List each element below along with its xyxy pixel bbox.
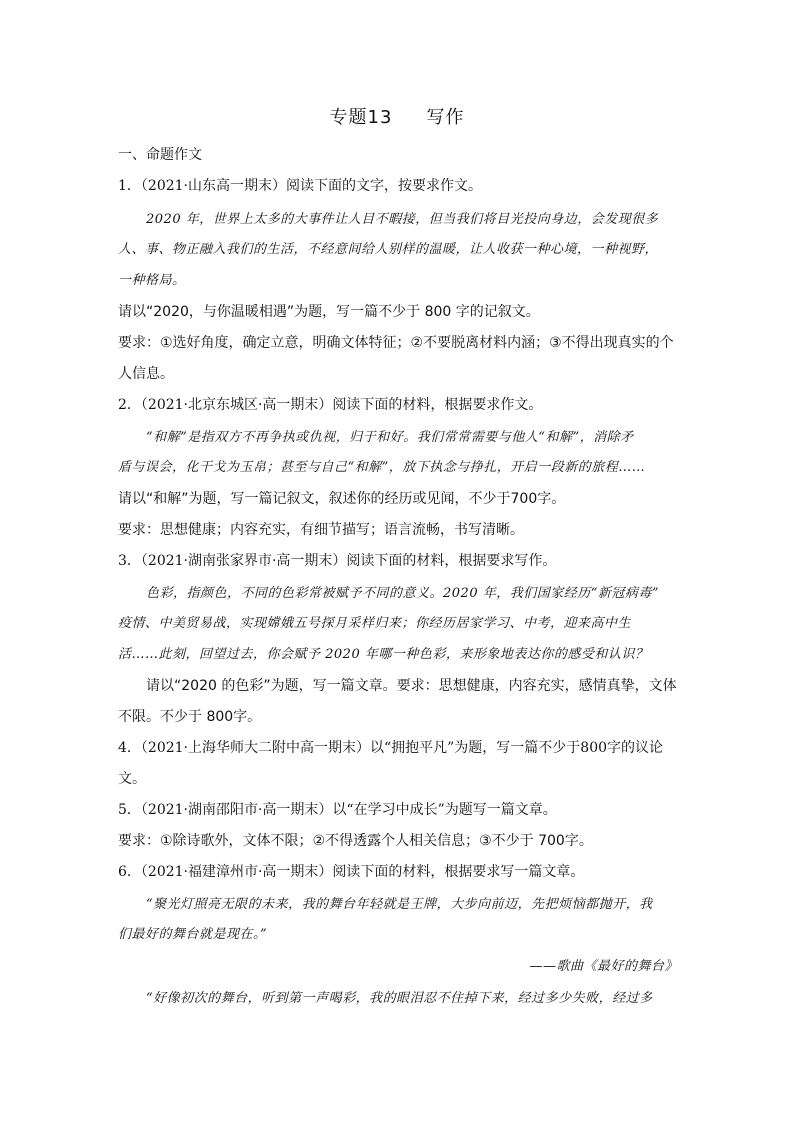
q1-requirement-line-1: 要求：①选好角度，确定立意，明确文体特征；②不要脱离材料内涵；③不得出现真实的个 [118, 335, 674, 351]
q4-heading-line-1: 4．（2021·上海华师大二附中高一期末）以“拥抱平凡”为题，写一篇不少于800字的议论 [118, 740, 664, 756]
q5-requirement: 要求：①除诗歌外，文体不限；②不得透露个人相关信息；③不少于 700字。 [118, 833, 593, 849]
q6-material-line-3: “好像初次的舞台，听到第一声喝彩，我的眼泪忍不住掉下来，经过多少失败，经过多 [146, 991, 653, 1006]
q2-material-line-2: 盾与误会，化干戈为玉帛；甚至与自己“和解”，放下执念与挣扎，开启一段新的旅程…… [118, 460, 646, 475]
q3-heading: 3．（2021·湖南张家界市·高一期末）阅读下面的材料，根据要求写作。 [118, 553, 557, 569]
q1-material-line-3: 一种格局。 [118, 273, 186, 288]
q6-material-line-1: “聚光灯照亮无限的未来，我的舞台年轻就是王牌，大步向前迈，先把烦恼都抛开，我 [146, 897, 653, 912]
q2-heading: 2．（2021·北京东城区·高一期末）阅读下面的材料，根据要求作文。 [118, 397, 543, 413]
q6-material-line-2: 们最好的舞台就是现在。” [118, 927, 268, 942]
q1-task: 请以“2020，与你温暖相遇”为题，写一篇不少于 800 字的记叙文。 [118, 304, 540, 320]
q1-material-line-1: 2020 年，世界上太多的大事件让人目不暇接，但当我们将目光投向身边，会发现很多 [146, 212, 659, 227]
q4-heading-line-2: 文。 [118, 771, 146, 787]
title-name: 写作 [426, 107, 465, 128]
q2-requirement: 要求：思想健康；内容充实，有细节描写；语言流畅，书写清晰。 [118, 522, 524, 538]
section-heading: 一、命题作文 [118, 147, 202, 163]
q3-task-line-1: 请以“2020 的色彩”为题，写一篇文章。要求：思想健康，内容充实，感情真挚，文体 [146, 678, 677, 694]
page-title [0, 103, 794, 129]
q1-requirement-line-2: 人信息。 [118, 366, 174, 382]
q2-material-line-1: “和解”是指双方不再争执或仇视，归于和好。我们常常需要与他人“和解”，消除矛 [146, 430, 634, 445]
q3-task-line-2: 不限。不少于 800字。 [118, 709, 262, 725]
q1-heading: 1．（2021·山东高一期末）阅读下面的文字，按要求作文。 [118, 178, 482, 194]
q6-heading: 6．（2021·福建漳州市·高一期末）阅读下面的材料，根据要求写一篇文章。 [118, 864, 585, 880]
q2-task: 请以“和解”为题，写一篇记叙文，叙述你的经历或见闻，不少于700字。 [118, 491, 566, 507]
q5-heading: 5．（2021·湖南邵阳市·高一期末）以“在学习中成长”为题写一篇文章。 [118, 802, 557, 818]
q3-material-line-2: 疫情、中美贸易战，实现嫦娥五号探月采样归来；你经历居家学习、中考，迎来高中生 [118, 616, 632, 631]
title-topic: 专题13 [329, 107, 393, 128]
q3-material-line-3: 活……此刻，回望过去，你会赋予 2020 年哪一种色彩，来形象地表达你的感受和认识？ [118, 647, 649, 662]
q6-source: ——歌曲《最好的舞台》 [529, 959, 678, 974]
q3-material-line-1: 色彩，指颜色，不同的色彩常被赋予不同的意义。2020 年，我们国家经历“新冠病毒” [146, 586, 660, 601]
q1-material-line-2: 人、事、物正融入我们的生活，不经意间给人别样的温暖，让人收获一种心境，一种视野， [118, 242, 659, 257]
